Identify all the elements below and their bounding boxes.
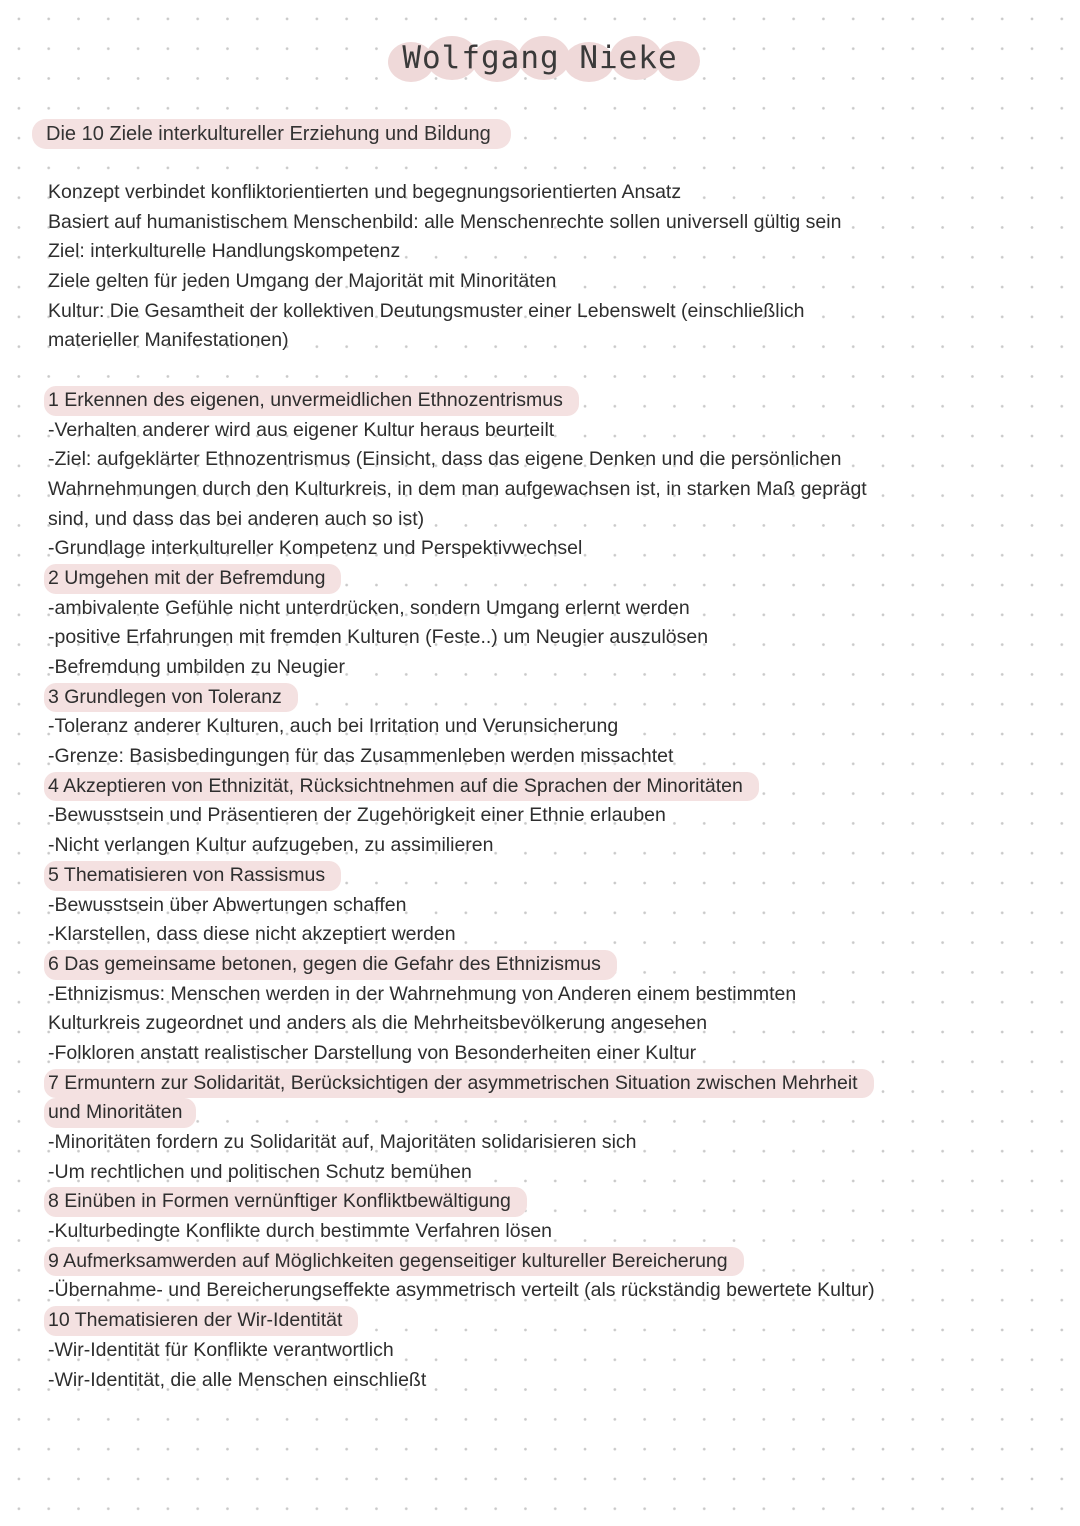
goal-heading-text: und Minoritäten (44, 1098, 196, 1128)
goal-point: -Grundlage interkultureller Kompetenz und Perspektivwechsel (48, 537, 583, 560)
goal-heading (48, 1098, 1048, 1128)
goal-point: -Bewusstsein über Abwertungen schaffen (48, 893, 407, 916)
goal-point: -Um rechtlichen und politischen Schutz bemühen (48, 1160, 472, 1183)
goal-heading-text: 3 Grundlegen von Toleranz (44, 683, 298, 713)
goal-heading-text: 7 Ermuntern zur Solidarität, Berücksichtigen der asymmetrischen Situation zwischen Mehrheit (44, 1069, 874, 1099)
intro-line: Ziel: interkulturelle Handlungskompetenz (48, 240, 401, 263)
goal-point: -Wir-Identität, die alle Menschen einschließt (48, 1368, 427, 1391)
goal-heading (48, 950, 1048, 980)
goal-heading-text: 2 Umgehen mit der Befremdung (44, 564, 341, 594)
goal-heading (48, 1306, 1048, 1336)
goal-heading-text: 4 Akzeptieren von Ethnizität, Rücksichtnehmen auf die Sprachen der Minoritäten (44, 772, 759, 802)
goal-point: -Kulturbedingte Konflikte durch bestimmte Verfahren lösen (48, 1220, 553, 1243)
goal-heading-text: 1 Erkennen des eigenen, unvermeidlichen Ethnozentrismus (44, 386, 579, 416)
goal-heading (48, 1187, 1048, 1217)
spacer (48, 356, 1048, 386)
goal-heading (48, 1069, 1048, 1099)
goal-heading (48, 564, 1048, 594)
goal-heading-text: 8 Einüben in Formen vernünftiger Konfliktbewältigung (44, 1187, 527, 1217)
page-title-text: Wolfgang Nieke (402, 40, 678, 76)
goal-heading (48, 772, 1048, 802)
note-body (48, 178, 1048, 1395)
goal-point: -Nicht verlangen Kultur aufzugeben, zu assimilieren (48, 834, 494, 857)
main-heading-block (32, 119, 511, 149)
goal-heading-text: 10 Thematisieren der Wir-Identität (44, 1306, 358, 1336)
main-heading: Die 10 Ziele interkultureller Erziehung und Bildung (32, 119, 511, 149)
goal-heading (48, 683, 1048, 713)
goal-point: -Bewusstsein und Präsentieren der Zugehörigkeit einer Ethnie erlauben (48, 804, 666, 827)
goal-point: -Befremdung umbilden zu Neugier (48, 656, 345, 678)
goal-heading (48, 861, 1048, 891)
goal-point: -Ethnizismus: Menschen werden in der Wahrnehmung von Anderen einem bestimmten (48, 982, 797, 1005)
goal-point: -ambivalente Gefühle nicht unterdrücken, sondern Umgang erlernt werden (48, 596, 690, 619)
goal-point: -Übernahme- und Bereicherungseffekte asymmetrisch verteilt (als rückständig bewertete Kultur) (48, 1279, 875, 1302)
intro-line: materieller Manifestationen) (48, 329, 289, 352)
goal-point: -Klarstellen, dass diese nicht akzeptiert werden (48, 923, 456, 946)
goal-point: -Toleranz anderer Kulturen, auch bei Irritation und Verunsicherung (48, 715, 619, 738)
intro-line: Konzept verbindet konfliktorientierten und begegnungsorientierten Ansatz (48, 181, 682, 203)
goal-point: -Ziel: aufgeklärter Ethnozentrismus (Einsicht, dass das eigene Denken und die persönlichen (48, 448, 842, 471)
goal-point: -positive Erfahrungen mit fremden Kulturen (Feste..) um Neugier auszulösen (48, 626, 709, 649)
title-area (0, 36, 1080, 80)
goal-heading-text: 5 Thematisieren von Rassismus (44, 861, 341, 891)
intro-line: Ziele gelten für jeden Umgang der Majorität mit Minoritäten (48, 270, 557, 293)
goal-point: -Minoritäten fordern zu Solidarität auf, Majoritäten solidarisieren sich (48, 1131, 637, 1153)
goal-point: -Grenze: Basisbedingungen für das Zusammenleben werden missachtet (48, 745, 674, 768)
page-title (392, 36, 687, 80)
goal-point: sind, und dass das bei anderen auch so ist) (48, 507, 425, 530)
goal-heading-text: 9 Aufmerksamwerden auf Möglichkeiten gegenseitiger kultureller Bereicherung (44, 1247, 744, 1277)
intro-line: Basiert auf humanistischem Menschenbild: alle Menschenrechte sollen universell gültig sein (48, 210, 842, 233)
goal-heading (48, 386, 1048, 416)
goal-heading (48, 1247, 1048, 1277)
goal-point: Kulturkreis zugeordnet und anders als die Mehrheitsbevölkerung angesehen (48, 1012, 708, 1035)
goal-heading-text: 6 Das gemeinsame betonen, gegen die Gefahr des Ethnizismus (44, 950, 617, 980)
goal-point: Wahrnehmungen durch den Kulturkreis, in dem man aufgewachsen ist, in starken Maß geprägt (48, 477, 867, 500)
goal-point: -Wir-Identität für Konflikte verantwortlich (48, 1338, 394, 1361)
goal-point: -Folkloren anstatt realistischer Darstellung von Besonderheiten einer Kultur (48, 1041, 697, 1064)
intro-line: Kultur: Die Gesamtheit der kollektiven Deutungsmuster einer Lebenswelt (einschließlich (48, 299, 805, 322)
goal-point: -Verhalten anderer wird aus eigener Kultur heraus beurteilt (48, 418, 555, 441)
